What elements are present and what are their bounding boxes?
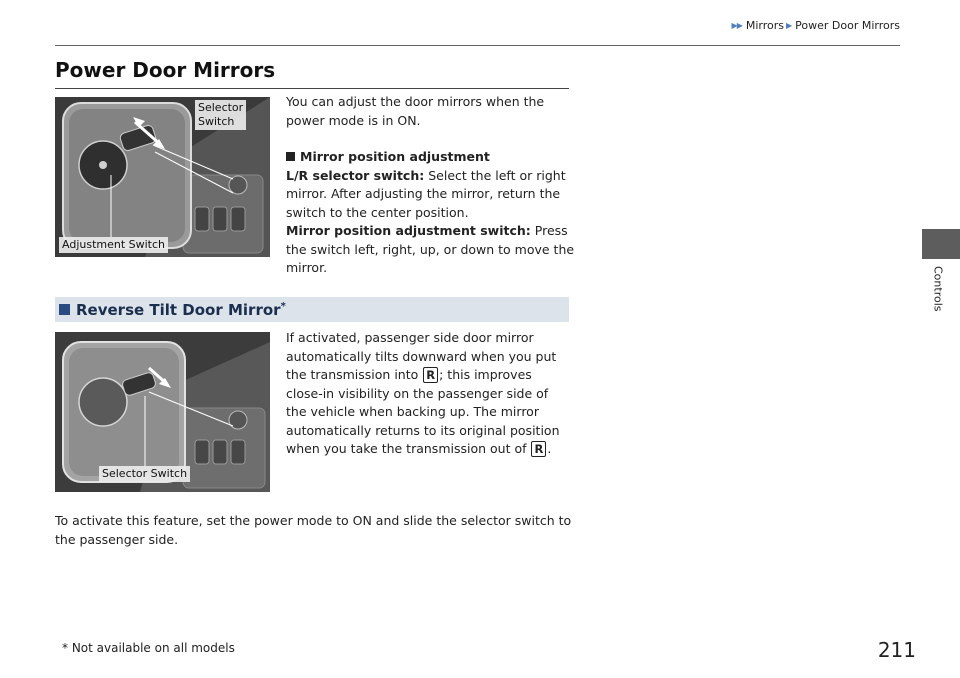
title-rule	[55, 88, 569, 89]
arrow-icon: ▶	[786, 21, 792, 30]
callout-line: Switch	[198, 115, 235, 128]
section-heading-reverse-tilt	[55, 297, 569, 322]
square-bullet-icon	[286, 152, 295, 161]
position-adjustment-paragraph	[286, 222, 576, 278]
page-number: 211	[877, 638, 916, 662]
lr-selector-paragraph	[286, 167, 576, 223]
asterisk-mark: *	[280, 300, 286, 312]
double-arrow-icon: ▶▶	[731, 21, 742, 30]
breadcrumb-power-door-mirrors[interactable]: Power Door Mirrors	[795, 19, 900, 32]
reverse-gear-key: R	[423, 367, 438, 383]
activation-text: To activate this feature, set the power mode to ON and slide the selector switch to the passenger side.	[55, 513, 572, 547]
footnote: * Not available on all models	[62, 641, 235, 655]
page-title: Power Door Mirrors	[55, 58, 276, 82]
section-title-text: Reverse Tilt Door Mirror	[76, 300, 281, 319]
term-description: Select the left or right mirror. After adjusting the mirror, return the switch to the center position.	[286, 167, 566, 220]
callout-line: Selector	[198, 101, 244, 114]
breadcrumb	[732, 19, 900, 32]
header-rule	[55, 45, 900, 46]
reverse-tilt-photo	[55, 332, 270, 492]
reverse-tilt-text-block	[286, 329, 572, 459]
chapter-label: Controls	[931, 266, 945, 312]
term-label: Mirror position adjustment switch:	[286, 223, 531, 238]
intro-text: You can adjust the door mirrors when the power mode is in ON.	[286, 94, 545, 128]
term-description: Press the switch left, right, up, or down to move the mirror.	[286, 223, 575, 275]
callout-selector-switch	[195, 100, 246, 130]
text-part: ; this improves close-in visibility on the passenger side of the vehicle when backing up. The mirror automatically returns to its original position when you take the transmission out of	[286, 367, 560, 456]
chapter-tab[interactable]	[922, 229, 960, 259]
intro-text-block	[286, 93, 576, 278]
mirror-switch-photo	[55, 97, 270, 257]
callout-adjustment-switch: Adjustment Switch	[59, 237, 168, 253]
section-title	[76, 301, 286, 319]
square-bullet-icon	[59, 304, 70, 315]
heading-text: Mirror position adjustment	[300, 149, 490, 164]
reverse-tilt-paragraph	[286, 329, 572, 459]
reverse-gear-key: R	[531, 441, 546, 457]
mirror-adjustment-heading	[286, 148, 576, 167]
text-part: If activated, passenger side door mirror automatically tilts downward when you put the transmission into	[286, 330, 557, 382]
breadcrumb-mirrors[interactable]: Mirrors	[745, 19, 784, 32]
callout-selector-switch: Selector Switch	[99, 466, 190, 482]
term-label: L/R selector switch:	[286, 167, 425, 183]
text-part: .	[547, 441, 552, 456]
